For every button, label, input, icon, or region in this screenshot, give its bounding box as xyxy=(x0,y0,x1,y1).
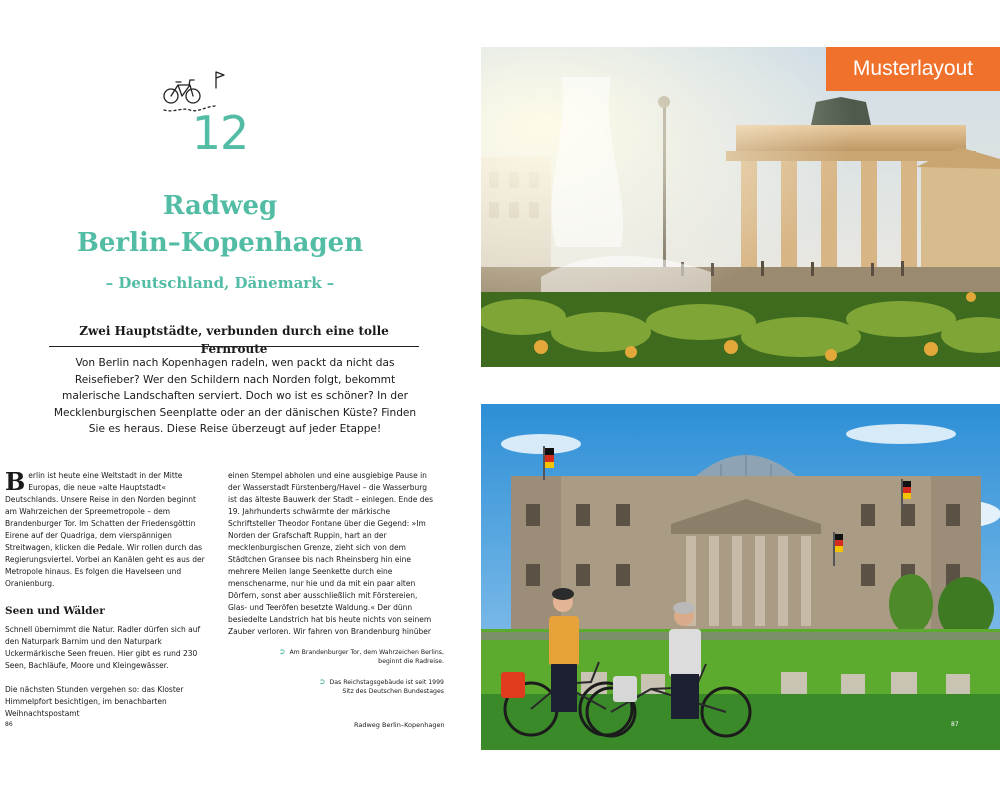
body-column-left xyxy=(5,467,209,720)
sample-layout-badge: Musterlayout xyxy=(826,47,1000,91)
body-paragraph: Schnell übernimmt die Natur. Radler dürfen sich auf den Naturpark Barnim und den Naturpark Uckermärkische Seen freuen. Hier gibt es rund 230 Seen, Bachläufe, Moore und Kleingewässer. xyxy=(5,625,201,670)
body-paragraph: einen Stempel abholen und eine ausgiebige Pause in der Wasserstadt Fürstenberg/Havel – die Wasserburg ist das älteste Bauwerk der Stadt – einlegen. Ende des 19. Jahrhunderts schwärmte der märkische Schriftsteller Theodor Fontane über die Gegend: »Im Norden der Grafschaft Ruppin, hart an der mecklenburgischen Grenze, zieht sich von dem Städtchen Gransee bis nach Rheinsberg hin eine mehrere Meilen lange Seenkette durch eine menschenarme, nur hie und da mit ein paar alten Dörfern, sonst aber ausschließlich mit Förstereien, Glas- und Teeröfen besetzte Waldung.« Der dünn besiedelte Landstrich hat bis heute nichts von seinem Zauber verloren. Wir fahren von Brandenburg hinüber xyxy=(228,471,434,636)
arrow-circle-icon: ➲ xyxy=(318,677,326,686)
arrow-circle-icon: ➲ xyxy=(278,647,286,656)
heading-rule xyxy=(49,346,419,347)
dropcap: B xyxy=(5,467,26,496)
page-title-line-1: Radweg xyxy=(162,191,278,221)
section-heading: Zwei Hauptstädte, verbunden durch eine tolle Fernroute xyxy=(79,324,389,356)
running-head: Radweg Berlin–Kopenhagen xyxy=(354,721,445,729)
photo-caption xyxy=(244,647,444,666)
page-subtitle: – Deutschland, Dänemark – xyxy=(105,274,335,292)
body-paragraph: Die nächsten Stunden vergehen so: das Kloster Himmelpfort besichtigen, im benachbarten Weihnachtspostamt xyxy=(5,685,184,718)
page-title-line-2: Berlin–Kopenhagen xyxy=(76,228,364,258)
body-column-right xyxy=(228,470,436,638)
page-number-right: 87 xyxy=(951,721,959,728)
reichstag-cyclists-photo xyxy=(481,404,1000,750)
brandenburg-gate-photo xyxy=(481,47,1000,367)
page-number-left: 86 xyxy=(5,721,13,728)
caption-line: beginnt die Radreise. xyxy=(378,658,444,665)
caption-line: Das Reichstagsgebäude ist seit 1999 xyxy=(329,679,444,686)
body-paragraph xyxy=(5,467,209,590)
chapter-number: 12 xyxy=(191,106,249,160)
subheading: Seen und Wälder xyxy=(5,605,105,617)
photo-caption xyxy=(244,677,444,696)
paragraph-text: erlin ist heute eine Weltstadt in der Mitte Europas, die neue »alte Hauptstadt« Deutschlands. Unsere Reise in den Norden beginnt am Wahrzeichen der Spreemetropole – dem Brandenburger Tor. Im Schatten der Friedensgöttin Eirene auf der Quadriga, dem vierspännigen Streitwagen, klicken die Pedale. Wir rollen durch das Regierungsviertel. Vorbei an Kanälen geht es aus der Metropole hinaus. Es folgen die Havelseen und Oranienburg. xyxy=(5,471,205,588)
lead-paragraph: Von Berlin nach Kopenhagen radeln, wen packt da nicht das Reisefieber? Wer den Schildern nach Norden folgt, bekommt malerische Landschaften serviert. Doch wo ist es schöner? In der Mecklenburgischen Seenplatte oder an der dänischen Küste? Finden Sie es heraus. Diese Reise überzeugt auf jeder Etappe! xyxy=(53,357,417,435)
caption-line: Sitz des Deutschen Bundestages xyxy=(342,688,444,695)
caption-line: Am Brandenburger Tor, dem Wahrzeichen Berlins, xyxy=(289,649,444,656)
